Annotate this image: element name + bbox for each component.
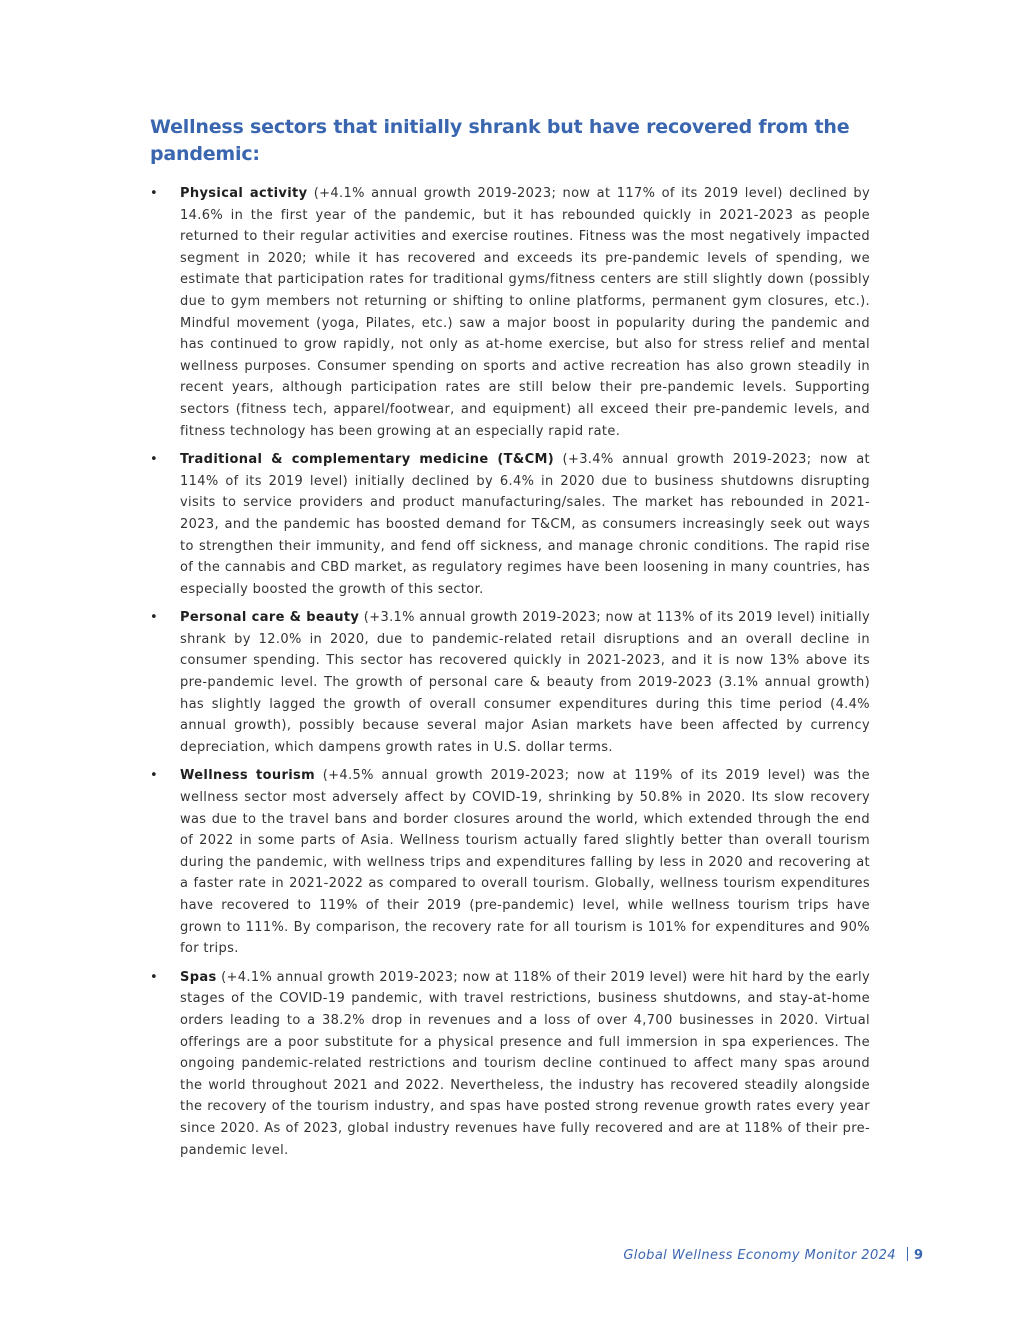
item-term: Personal care & beauty	[180, 610, 360, 626]
footer-title: Global Wellness Economy Monitor 2024	[623, 1248, 896, 1263]
bullet-icon: •	[150, 186, 159, 201]
bullet-icon: •	[150, 768, 159, 784]
page-number: 9	[913, 1248, 923, 1263]
item-text: (+4.1% annual growth 2019-2023; now at 117% of its 2019 level) declined by 14.6% in the first year of the pandemic, but it has rebounded quickly in 2021-2023 as people returned to their regular activities and exercise routines. Fitness was the most negatively impacted segment in 2020; while it has recovered and exceeds its pre-pandemic levels of spending, we estimate that participation rates for traditional gyms/fitness centers are still slightly down (possibly due to gym members not returning or shifting to online platforms, permanent gym closures, etc.). Mindful movement (yoga, Pilates, etc.) saw a major boost in popularity during the pandemic and has continued to grow rapidly, not only as at-home exercise, but also for stress relief and mental wellness purposes. Consumer spending on sports and active recreation has also grown steadily in recent years, although participation rates are still below their pre-pandemic levels. Supporting sectors (fitness tech, apparel/footwear, and equipment) all exceed their pre-pandemic levels, and fitness technology has been growing at an especially rapid rate.	[180, 186, 870, 439]
list-item-spas	[150, 967, 870, 1161]
item-text: (+3.1% annual growth 2019-2023; now at 113% of its 2019 level) initially shrank by 12.0% in 2020, due to pandemic-related retail disruptions and an overall decline in consumer spending. This sector has recovered quickly in 2021-2023, and it is now 13% above its pre-pandemic level. The growth of personal care & beauty from 2019-2023 (3.1% annual growth) has slightly lagged the growth of overall consumer expenditures during this time period (4.4% annual growth), possibly because several major Asian markets have been affected by currency depreciation, which dampens growth rates in U.S. dollar terms.	[180, 610, 870, 755]
bullet-icon: •	[150, 969, 159, 985]
item-text: (+4.5% annual growth 2019-2023; now at 119% of its 2019 level) was the wellness sector most adversely affect by COVID-19, shrinking by 50.8% in 2020. Its slow recovery was due to the travel bans and border closures around the world, which extended through the end of 2022 in some parts of Asia. Wellness tourism actually fared slightly better than overall tourism during the pandemic, with wellness trips and expenditures falling by less in 2020 and recovering at a faster rate in 2021-2022 as compared to overall tourism. Globally, wellness tourism expenditures have recovered to 119% of their 2019 (pre-pandemic) level, while wellness tourism trips have grown to 111%. By comparison, the recovery rate for all tourism is 101% for expenditures and 90% for trips.	[180, 768, 870, 957]
item-term: Physical activity	[180, 186, 308, 201]
list-item-wellness-tourism	[150, 765, 870, 959]
bullet-icon: •	[150, 452, 159, 468]
list-item-traditional-medicine	[150, 449, 870, 600]
footer-divider	[907, 1247, 908, 1261]
item-term: Spas	[180, 969, 217, 985]
sector-list	[150, 183, 870, 1168]
bullet-icon: •	[150, 610, 159, 626]
item-term: Wellness tourism	[180, 768, 316, 784]
list-item-personal-care	[150, 607, 870, 758]
item-term: Traditional & complementary medicine (T&CM)	[180, 452, 555, 468]
item-text: (+4.1% annual growth 2019-2023; now at 118% of their 2019 level) were hit hard by the early stages of the COVID-19 pandemic, with travel restrictions, business shutdowns, and stay-at-home orders leading to a 38.2% drop in revenues and a loss of over 4,700 businesses in 2020. Virtual offerings are a poor substitute for a physical presence and full immersion in spa experiences. The ongoing pandemic-related restrictions and tourism decline continued to affect many spas around the world throughout 2021 and 2022. Nevertheless, the industry has recovered steadily alongside the recovery of the tourism industry, and spas have posted strong revenue growth rates every year since 2020. As of 2023, global industry revenues have fully recovered and are at 118% of their pre-pandemic level.	[180, 969, 870, 1158]
item-text: (+3.4% annual growth 2019-2023; now at 114% of its 2019 level) initially declined by 6.4% in 2020 due to business shutdowns disrupting visits to service providers and product manufacturing/sales. The market has rebounded in 2021-2023, and the pandemic has boosted demand for T&CM, as consumers increasingly seek out ways to strengthen their immunity, and fend off sickness, and manage chronic conditions. The rapid rise of the cannabis and CBD market, as regulatory regimes have been loosening in many countries, has especially boosted the growth of this sector.	[180, 452, 870, 597]
page-footer	[623, 1246, 923, 1266]
section-heading: Wellness sectors that initially shrank but have recovered from the pandemic:	[150, 116, 850, 165]
list-item-physical-activity	[150, 183, 870, 442]
